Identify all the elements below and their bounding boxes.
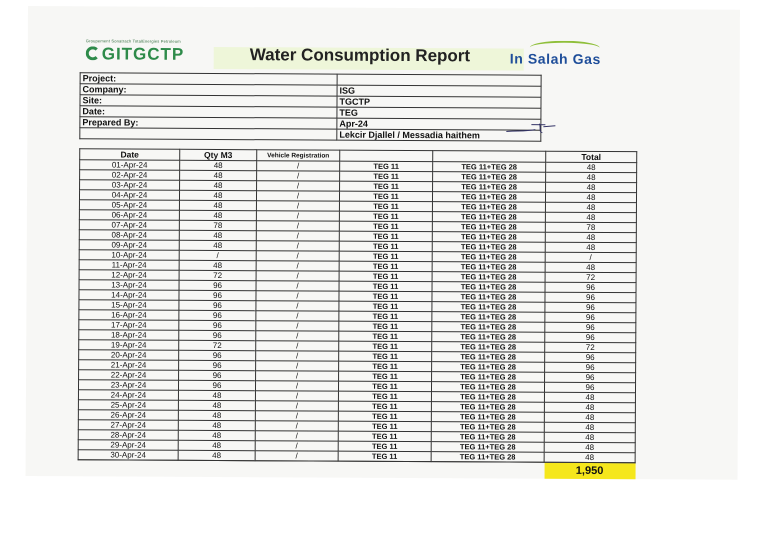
cell-combo: TEG 11+TEG 28	[432, 322, 545, 333]
cell-qty: 48	[179, 260, 256, 270]
col-header-date: Date	[80, 149, 180, 161]
cell-total: 96	[545, 302, 636, 312]
cell-date: 17-Apr-24	[79, 320, 179, 331]
cell-total: 48	[545, 202, 636, 212]
cell-qty: 96	[179, 350, 256, 360]
total-spacer	[78, 460, 178, 477]
cell-combo: TEG 11+TEG 28	[432, 282, 545, 293]
cell-qty: 48	[179, 210, 256, 220]
cell-combo: TEG 11+TEG 28	[431, 432, 544, 443]
cell-combo: TEG 11+TEG 28	[432, 362, 545, 373]
cell-combo: TEG 11+TEG 28	[431, 442, 544, 453]
cell-teg: TEG 11	[339, 231, 432, 241]
cell-combo: TEG 11+TEG 28	[433, 172, 546, 183]
logo-tagline: Groupement Sonatrach TotalEnergies Petroleum	[85, 38, 181, 44]
cell-date: 06-Apr-24	[79, 210, 179, 221]
cell-combo: TEG 11+TEG 28	[432, 352, 545, 363]
total-spacer	[178, 460, 255, 477]
cell-qty: 48	[178, 430, 255, 440]
cell-combo: TEG 11+TEG 28	[431, 452, 544, 463]
cell-teg: TEG 11	[339, 361, 432, 371]
cell-vehicle: /	[256, 281, 339, 291]
cell-vehicle: /	[256, 231, 339, 241]
cell-total: 72	[545, 272, 636, 282]
cell-vehicle: /	[256, 201, 339, 211]
cell-teg: TEG 11	[339, 211, 432, 221]
cell-qty: 96	[179, 320, 256, 330]
cell-vehicle: /	[256, 311, 339, 321]
cell-total: 96	[545, 362, 636, 372]
cell-combo: TEG 11+TEG 28	[432, 312, 545, 323]
cell-date: 11-Apr-24	[79, 260, 179, 271]
cell-date: 29-Apr-24	[78, 440, 178, 451]
cell-vehicle: /	[256, 271, 339, 281]
info-value: Lekcir Djallel / Messadia haithem	[337, 129, 541, 141]
cell-teg: TEG 11	[339, 321, 432, 331]
in-salah-gas-wordmark: In Salah Gas	[509, 50, 602, 68]
cell-total: 72	[545, 342, 636, 352]
cell-qty: /	[179, 250, 256, 260]
cell-combo: TEG 11+TEG 28	[432, 292, 545, 303]
cell-date: 25-Apr-24	[78, 400, 178, 411]
cell-total: 48	[544, 452, 635, 462]
cell-qty: 96	[179, 290, 256, 300]
cell-total: 48	[546, 182, 637, 192]
cell-date: 09-Apr-24	[79, 240, 179, 251]
cell-combo: TEG 11+TEG 28	[432, 342, 545, 353]
cell-teg: TEG 11	[339, 351, 432, 361]
cell-combo: TEG 11+TEG 28	[432, 272, 545, 283]
cell-total: 48	[545, 212, 636, 222]
cell-vehicle: /	[256, 241, 339, 251]
cell-date: 19-Apr-24	[79, 340, 179, 351]
cell-total: 48	[546, 162, 637, 172]
cell-teg: TEG 11	[339, 221, 432, 231]
cell-qty: 48	[180, 170, 257, 180]
cell-date: 28-Apr-24	[78, 430, 178, 441]
cell-date: 02-Apr-24	[80, 170, 180, 181]
cell-date: 18-Apr-24	[79, 330, 179, 341]
cell-combo: TEG 11+TEG 28	[432, 232, 545, 243]
cell-qty: 48	[180, 180, 257, 190]
col-header-vehicle: Vehicle Registration	[257, 150, 340, 161]
cell-qty: 96	[179, 280, 256, 290]
cell-vehicle: /	[255, 451, 338, 461]
cell-qty: 72	[179, 270, 256, 280]
cell-total: 96	[544, 382, 635, 392]
col-header-qty: Qty M3	[180, 149, 257, 160]
cell-qty: 78	[179, 220, 256, 230]
cell-vehicle: /	[255, 381, 338, 391]
info-label-empty	[80, 128, 337, 140]
cell-teg: TEG 11	[338, 391, 431, 401]
cell-qty: 96	[179, 370, 256, 380]
cell-date: 23-Apr-24	[78, 380, 178, 391]
cell-date: 03-Apr-24	[80, 180, 180, 191]
cell-total: 96	[545, 332, 636, 342]
cell-total: 48	[544, 422, 635, 432]
cell-qty: 96	[178, 380, 255, 390]
cell-date: 07-Apr-24	[79, 220, 179, 231]
cell-total: /	[545, 252, 636, 262]
cell-teg: TEG 11	[340, 161, 433, 171]
cell-vehicle: /	[255, 421, 338, 431]
cell-teg: TEG 11	[339, 301, 432, 311]
cell-teg: TEG 11	[339, 201, 432, 211]
cell-vehicle: /	[256, 291, 339, 301]
cell-qty: 48	[178, 390, 255, 400]
cell-combo: TEG 11+TEG 28	[433, 162, 546, 173]
cell-combo: TEG 11+TEG 28	[432, 242, 545, 253]
gtgctp-logo	[86, 38, 206, 71]
cell-vehicle: /	[256, 321, 339, 331]
cell-total: 48	[544, 392, 635, 402]
total-spacer	[431, 462, 544, 479]
cell-teg: TEG 11	[339, 341, 432, 351]
cell-teg: TEG 11	[339, 371, 432, 381]
info-label: Prepared By:	[80, 117, 337, 129]
report-info-table	[79, 72, 541, 141]
cell-qty: 48	[178, 420, 255, 430]
cell-total: 48	[545, 232, 636, 242]
col-header-teg	[340, 150, 433, 161]
info-row-preparer-name	[80, 128, 541, 141]
grand-total: 1,950	[544, 462, 635, 479]
cell-qty: 48	[178, 400, 255, 410]
cell-qty: 48	[179, 240, 256, 250]
water-consumption-table	[78, 148, 638, 479]
cell-vehicle: /	[256, 251, 339, 261]
cell-total: 48	[544, 402, 635, 412]
cell-qty: 48	[179, 230, 256, 240]
cell-combo: TEG 11+TEG 28	[432, 372, 545, 383]
cell-total: 48	[545, 262, 636, 272]
cell-date: 26-Apr-24	[78, 410, 178, 421]
cell-vehicle: /	[256, 331, 339, 341]
info-label: Project:	[80, 73, 337, 85]
cell-total: 48	[544, 442, 635, 452]
cell-qty: 96	[179, 310, 256, 320]
cell-qty: 96	[179, 300, 256, 310]
cell-date: 05-Apr-24	[79, 200, 179, 211]
cell-qty: 96	[179, 360, 256, 370]
cell-teg: TEG 11	[340, 181, 433, 191]
cell-date: 15-Apr-24	[79, 300, 179, 311]
cell-vehicle: /	[256, 261, 339, 271]
cell-combo: TEG 11+TEG 28	[431, 422, 544, 433]
cell-total: 96	[545, 312, 636, 322]
cell-total: 78	[545, 222, 636, 232]
cell-total: 48	[545, 242, 636, 252]
cell-teg: TEG 11	[338, 441, 431, 451]
cell-combo: TEG 11+TEG 28	[431, 392, 544, 403]
cell-total: 48	[546, 172, 637, 182]
col-header-total: Total	[546, 151, 637, 162]
cell-date: 24-Apr-24	[78, 390, 178, 401]
info-value: TGCTP	[337, 96, 541, 108]
cell-qty: 48	[179, 190, 256, 200]
cell-total: 48	[545, 192, 636, 202]
cell-teg: TEG 11	[338, 401, 431, 411]
cell-date: 04-Apr-24	[79, 190, 179, 201]
cell-teg: TEG 11	[339, 251, 432, 261]
cell-vehicle: /	[255, 401, 338, 411]
cell-teg: TEG 11	[338, 431, 431, 441]
cell-date: 30-Apr-24	[78, 450, 178, 461]
cell-vehicle: /	[255, 431, 338, 441]
total-spacer	[255, 461, 338, 478]
cell-date: 16-Apr-24	[79, 310, 179, 321]
cell-vehicle: /	[256, 371, 339, 381]
logo-wordmark: GITGCTP	[101, 44, 185, 64]
cell-combo: TEG 11+TEG 28	[432, 332, 545, 343]
in-salah-gas-logo	[510, 39, 630, 70]
cell-total: 48	[544, 412, 635, 422]
info-value: TEG	[337, 107, 541, 119]
cell-combo: TEG 11+TEG 28	[433, 182, 546, 193]
scanned-document	[26, 6, 740, 480]
cell-vehicle: /	[256, 351, 339, 361]
info-label: Date:	[80, 106, 337, 118]
cell-teg: TEG 11	[338, 381, 431, 391]
cell-vehicle: /	[255, 391, 338, 401]
cell-combo: TEG 11+TEG 28	[432, 192, 545, 203]
cell-date: 20-Apr-24	[79, 350, 179, 361]
cell-teg: TEG 11	[338, 421, 431, 431]
cell-teg: TEG 11	[339, 281, 432, 291]
cell-teg: TEG 11	[339, 291, 432, 301]
cell-total: 96	[545, 282, 636, 292]
cell-vehicle: /	[255, 441, 338, 451]
cell-vehicle: /	[257, 161, 340, 171]
cell-combo: TEG 11+TEG 28	[432, 212, 545, 223]
cell-date: 01-Apr-24	[80, 160, 180, 171]
cell-vehicle: /	[257, 171, 340, 181]
cell-combo: TEG 11+TEG 28	[431, 402, 544, 413]
cell-teg: TEG 11	[339, 311, 432, 321]
cell-total: 96	[545, 292, 636, 302]
info-label: Company:	[80, 84, 337, 96]
cell-teg: TEG 11	[339, 331, 432, 341]
cell-date: 13-Apr-24	[79, 280, 179, 291]
cell-qty: 48	[180, 160, 257, 170]
cell-combo: TEG 11+TEG 28	[432, 302, 545, 313]
cell-vehicle: /	[256, 221, 339, 231]
cell-vehicle: /	[257, 181, 340, 191]
cell-teg: TEG 11	[339, 241, 432, 251]
cell-combo: TEG 11+TEG 28	[431, 382, 544, 393]
cell-qty: 48	[178, 450, 255, 460]
cell-total: 48	[544, 432, 635, 442]
cell-total: 96	[545, 352, 636, 362]
cell-combo: TEG 11+TEG 28	[432, 252, 545, 263]
cell-qty: 72	[179, 340, 256, 350]
cell-combo: TEG 11+TEG 28	[432, 202, 545, 213]
cell-qty: 48	[178, 440, 255, 450]
cell-qty: 48	[178, 410, 255, 420]
cell-total: 96	[545, 322, 636, 332]
cell-vehicle: /	[256, 341, 339, 351]
cell-qty: 96	[179, 330, 256, 340]
info-value: Apr-24	[337, 118, 541, 130]
cell-date: 12-Apr-24	[79, 270, 179, 281]
cell-teg: TEG 11	[339, 271, 432, 281]
cell-date: 27-Apr-24	[78, 420, 178, 431]
col-header-combo	[433, 151, 546, 163]
cell-date: 10-Apr-24	[79, 250, 179, 261]
cell-total: 96	[545, 372, 636, 382]
report-title: Water Consumption Report	[249, 45, 471, 66]
cell-vehicle: /	[256, 361, 339, 371]
cell-vehicle: /	[256, 211, 339, 221]
cell-combo: TEG 11+TEG 28	[431, 412, 544, 423]
cell-teg: TEG 11	[340, 171, 433, 181]
cell-teg: TEG 11	[339, 191, 432, 201]
total-spacer	[338, 461, 431, 478]
cell-vehicle: /	[255, 411, 338, 421]
cell-qty: 48	[179, 200, 256, 210]
logo-circle-icon	[86, 46, 100, 60]
signature-icon	[505, 123, 557, 133]
cell-combo: TEG 11+TEG 28	[432, 262, 545, 273]
table-body	[78, 160, 637, 463]
cell-teg: TEG 11	[339, 261, 432, 271]
cell-date: 14-Apr-24	[79, 290, 179, 301]
cell-vehicle: /	[256, 191, 339, 201]
cell-combo: TEG 11+TEG 28	[432, 222, 545, 233]
total-row	[78, 460, 635, 479]
cell-teg: TEG 11	[338, 451, 431, 461]
cell-date: 08-Apr-24	[79, 230, 179, 241]
cell-date: 22-Apr-24	[79, 370, 179, 381]
cell-vehicle: /	[256, 301, 339, 311]
info-value: ISG	[337, 85, 541, 97]
cell-teg: TEG 11	[338, 411, 431, 421]
info-label: Site:	[80, 95, 337, 107]
cell-date: 21-Apr-24	[79, 360, 179, 371]
